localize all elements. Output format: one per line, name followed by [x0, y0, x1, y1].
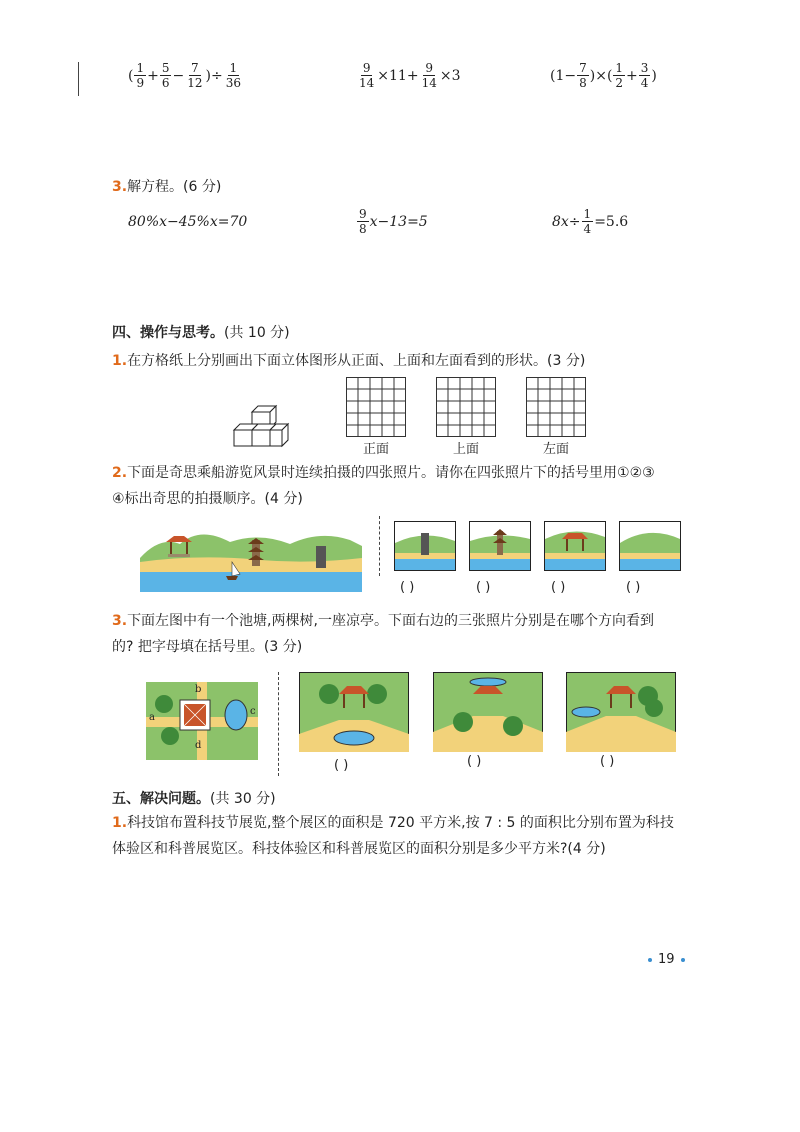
section-4-question-3: 3.下面左图中有一个池塘,两棵树,一座凉亭。下面右边的三张照片分别是在哪个方向看到 的? 把字母填在括号里。(3 分): [112, 613, 654, 655]
answer-paren-photo-2[interactable]: ( ): [476, 580, 491, 595]
margin-line: [78, 62, 79, 96]
grid-label-left: 左面: [542, 442, 569, 457]
answer-paren-view-2[interactable]: ( ): [467, 754, 482, 769]
photo-4: [619, 521, 681, 571]
dot-icon: [681, 958, 685, 962]
answer-paren-photo-1[interactable]: ( ): [400, 580, 415, 595]
map-letter-d: d: [195, 740, 202, 751]
page-number: 19: [648, 952, 685, 967]
grid-front[interactable]: [346, 377, 406, 437]
answer-paren-view-1[interactable]: ( ): [334, 758, 349, 773]
view-photo-2: [433, 672, 543, 752]
photo-3: [544, 521, 606, 571]
equation-2: $\frac{9}{8}$ x−13=5: [359, 207, 428, 236]
panorama-scene: [140, 518, 362, 592]
grid-label-top: 上面: [452, 442, 479, 457]
map-figure: [146, 682, 258, 760]
view-photo-3: [566, 672, 676, 752]
dotted-divider: [379, 516, 380, 576]
dotted-divider-2: [278, 672, 279, 776]
cube-figure: [226, 402, 296, 452]
tower-icon: [316, 546, 326, 568]
grid-top[interactable]: [436, 377, 496, 437]
answer-paren-photo-3[interactable]: ( ): [551, 580, 566, 595]
grid-label-front: 正面: [362, 442, 389, 457]
photo-1: [394, 521, 456, 571]
photo-2: [469, 521, 531, 571]
view-photo-1: [299, 672, 409, 752]
section-4-question-1: 1.在方格纸上分别画出下面立体图形从正面、上面和左面看到的形状。(3 分): [112, 353, 586, 369]
equation-1: 80%x−45%x=70: [128, 214, 248, 230]
map-letter-a: a: [149, 712, 155, 723]
map-letter-c: c: [250, 706, 256, 717]
section-5-title: 五、解决问题。(共 30 分): [112, 791, 276, 807]
answer-paren-photo-4[interactable]: ( ): [626, 580, 641, 595]
calc-expression-2: $\frac{9}{14}$ ×11+ $\frac{9}{14}$ ×3: [359, 61, 461, 90]
section-5-question-1: 1.科技馆布置科技节展览,整个展区的面积是 720 平方米,按 7 : 5 的面积比分别布置为科技 体验区和科普展览区。科技体验区和科普展览区的面积分别是多少平方米?(4 分): [112, 815, 674, 857]
answer-paren-view-3[interactable]: ( ): [600, 754, 615, 769]
section-4-question-2: 2.下面是奇思乘船游览风景时连续拍摄的四张照片。请你在四张照片下的括号里用①②③ ④标出奇思的拍摄顺序。(4 分): [112, 465, 655, 507]
question-3-solve-equations: 3.解方程。(6 分): [112, 179, 222, 195]
section-4-title: 四、操作与思考。(共 10 分): [112, 325, 290, 341]
equation-3: 8x÷ $\frac{1}{4}$ =5.6: [552, 207, 629, 236]
calc-expression-3: (1− $\frac{7}{8}$ )×( $\frac{1}{2}$ + $\frac{3}{4}$ ): [550, 61, 657, 90]
grid-left[interactable]: [526, 377, 586, 437]
dot-icon: [648, 958, 652, 962]
map-letter-b: b: [195, 684, 202, 695]
calc-expression-1: ( $\frac{1}{9}$ + $\frac{5}{6}$ − $\frac{7}{12}$ ) ÷ $\frac{1}{36}$: [128, 61, 241, 90]
